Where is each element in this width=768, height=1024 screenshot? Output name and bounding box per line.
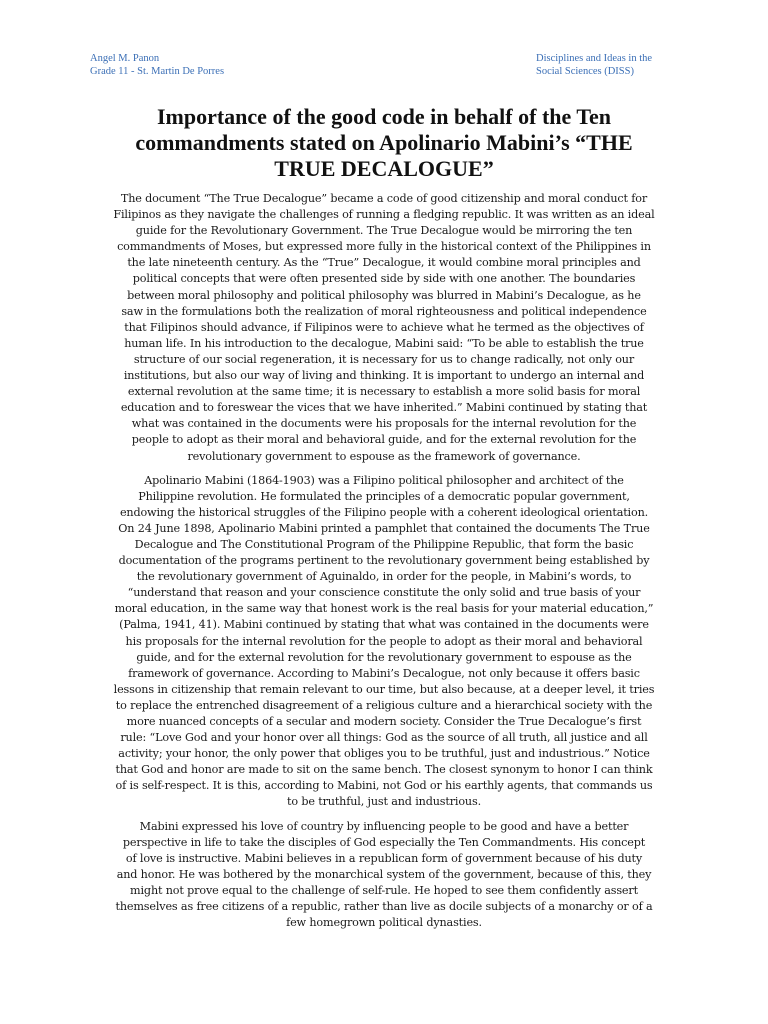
- body-paragraph-2: Apolinario Mabini (1864-1903) was a Filipino political philosopher and architect of the Philippine revolution. He formulated the principles of a democratic popular government, endowing the historical struggles of the Filipino people with a coherent ideological orientation. On 24 June 1898, Apolinario Mabini printed a pamphlet that contained the documents The True Decalogue and The Constitutional Program of the Philippine Republic, that form the basic documentation of the programs pertinent to the revolutionary government being established by the revolutionary government of Aguinaldo, in order for the people, in Mabini’s words, to “understand that reason and your conscience constitute the only solid and true basis of your moral education, in the same way that honest work is the real basis for your material education,” (Palma, 1941, 41). Mabini continued by stating that what was contained in the documents were his proposals for the internal revolution for the people to adopt as their moral and behavioral guide, and for the external revolution for the revolutionary government to espouse as the framework of governance. According to Mabini’s Decalogue, not only because it offers basic lessons in citizenship that remain relevant to our time, but also because, at a deeper level, it tries to replace the entrenched disagreement of a religious culture and a hierarchical society with the more nuanced concepts of a secular and modern society. Consider the True Decalogue’s first rule: “Love God and your honor over all things: God as the source of all truth, all justice and all activity; your honor, the only power that obliges you to be truthful, just and industrious.” Notice that God and honor are made to sit on the same bench. The closest synonym to honor I can think of is self-respect. It is this, according to Mabini, not God or his earthly agents, that commands us to be truthful, just and industrious.: [113, 473, 655, 809]
- author-header: [90, 52, 224, 78]
- document-body: [88, 191, 680, 939]
- author-section: Grade 11 - St. Martin De Porres: [90, 66, 225, 77]
- author-name: Angel M. Panon: [90, 53, 160, 64]
- subject-line-2: Social Sciences (DISS): [536, 66, 634, 77]
- body-paragraph-3: Mabini expressed his love of country by influencing people to be good and have a better perspective in life to take the disciples of God especially the Ten Commandments. His concept of love is instructive. Mabini believes in a republican form of government because of his duty and honor. He was bothered by the monarchical system of the government, because of this, they might not prove equal to the challenge of self-rule. He hoped to see them confidently assert themselves as free citizens of a republic, rather than live as docile subjects of a monarchy or of a few homegrown political dynasties.: [115, 819, 653, 930]
- body-paragraph-1: The document “The True Decalogue” became a code of good citizenship and moral conduct for Filipinos as they navigate the challenges of running a fledging republic. It was written as an ideal guide for the Revolutionary Government. The True Decalogue would be mirroring the ten commandments of Moses, but expressed more fully in the historical context of the Philippines in the late nineteenth century. As the “True” Decalogue, it would combine moral principles and political concepts that were often presented side by side with one another. The boundaries between moral philosophy and political philosophy was blurred in Mabini’s Decalogue, as he saw in the formulations both the realization of moral righteousness and political independence that Filipinos should advance, if Filipinos were to achieve what he termed as the objectives of human life. In his introduction to the decalogue, Mabini said: “To be able to establish the true structure of our social regeneration, it is necessary for us to change radically, not only our institutions, but also our way of living and thinking. It is important to undergo an internal and external revolution at the same time; it is necessary to establish a more solid basis for moral education and to foreswear the vices that we have inherited.” Mabini continued by stating that what was contained in the documents were his proposals for the internal revolution for the people to adopt as their moral and behavioral guide, and for the external revolution for the revolutionary government to espouse as the framework of governance.: [113, 192, 655, 463]
- subject-header: [536, 52, 652, 78]
- document-title: Importance of the good code in behalf of the Ten commandments stated on Apolinario Mabini’s “THE TRUE DECALOGUE”: [135, 104, 633, 181]
- subject-line-1: Disciplines and Ideas in the: [536, 53, 653, 64]
